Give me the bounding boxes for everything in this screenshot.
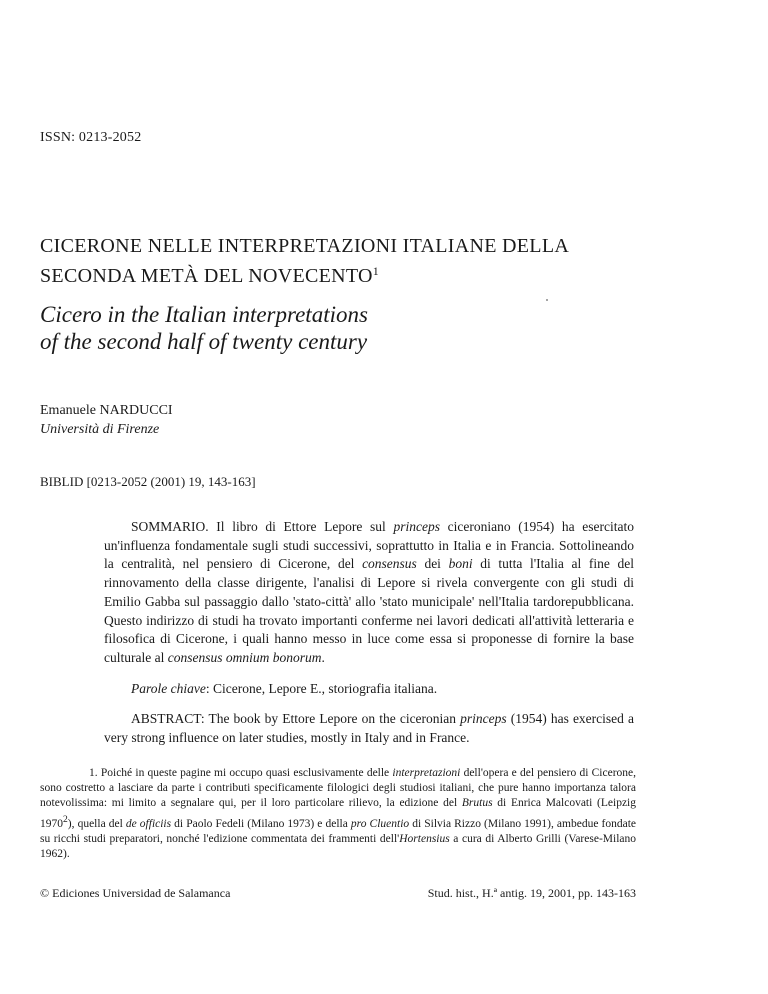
footnote-text-6: di Silvia Rizzo (Milano 1991), ambedue fondate su ricchi studi preparatori, nonché l'edizione commentata dei frammenti dell'	[40, 817, 636, 845]
footnote-1	[40, 766, 636, 862]
title-line-2-text: SECONDA METÀ DEL NOVECENTO	[40, 265, 373, 287]
author-name: Emanuele NARDUCCI	[40, 403, 173, 418]
abstract-en-italic-1: princeps	[460, 711, 507, 727]
footnote-text-3: di Enrica Malcovati (Leipzig 1970	[40, 797, 636, 830]
footnote-italic-1: interpretazioni	[392, 767, 461, 779]
footer-citation: Stud. hist., H.ª antig. 19, 2001, pp. 143-163	[427, 886, 636, 900]
sommario-text-5: .	[321, 649, 325, 665]
footnote-italic-2: Brutus	[461, 797, 493, 810]
keywords-label: Parole chiave	[131, 680, 206, 696]
subtitle-line-1: Cicero in the Italian interpretations	[40, 302, 368, 327]
scan-speck	[546, 299, 548, 301]
article-subtitle-english	[40, 301, 680, 355]
footnote-italic-4: pro Cluentio	[350, 817, 410, 830]
abstract-en-text-2: (1954) has exercised a very strong influence on later studies, mostly in Italy and in France.	[104, 711, 634, 746]
footnote-italic-5: Hortensius	[399, 832, 450, 845]
footnote-paragraph	[40, 766, 636, 862]
author-affiliation: Università di Firenze	[40, 422, 160, 437]
article-title	[40, 234, 680, 289]
title-footnote-mark[interactable]: 1	[372, 264, 380, 278]
footnote-superscript: 2	[63, 813, 68, 825]
sommario-text-2: ciceroniano (1954) ha esercitato un'influenza fondamentale sugli studi successivi, soprattutto in Italia e in Francia. Sottolineando la centralità, nel pensiero di Cicerone, del	[104, 519, 634, 572]
sommario-text-4: di tutta l'Italia al fine del rinnovamento della classe dirigente, l'analisi di Lepore si rivela convergente con gli studi di Emilio Gabba sul passaggio dallo 'stato-città' allo 'stato municipale' nell'Italia tardorepubblicana. Questo indirizzo di studi ha trovato importanti conferme nei lavori dedicati all'attività letteraria e filosofica di Cicerone, i quali hanno messo in luce come essa si proponesse di fornire la base culturale al	[104, 556, 635, 665]
sommario-text-1: SOMMARIO. Il libro di Ettore Lepore sul	[131, 519, 394, 534]
biblid-line: BIBLID [0213-2052 (2001) 19, 143-163]	[40, 474, 256, 489]
footnote-text-7: a cura di Alberto Grilli (Varese-Milano 1962).	[40, 832, 636, 860]
abstract-english-paragraph	[104, 710, 634, 747]
issn-line: ISSN: 0213-2052	[40, 130, 142, 145]
subtitle-line-2: of the second half of twenty century	[40, 329, 368, 354]
footnote-text-5: di Paolo Fedeli (Milano 1973) e della	[171, 817, 351, 830]
sommario-italic-1: princeps	[393, 519, 440, 534]
sommario-paragraph	[104, 518, 634, 668]
title-line-1: CICERONE NELLE INTERPRETAZIONI ITALIANE DELLA	[40, 235, 570, 257]
sommario-text-3: dei	[416, 556, 449, 572]
author-block	[40, 401, 173, 439]
footer-publisher: © Ediciones Universidad de Salamanca	[40, 886, 231, 900]
footnote-italic-3: de officiis	[125, 817, 172, 830]
abstract-en-text-1: ABSTRACT: The book by Ettore Lepore on the ciceronian	[131, 711, 461, 727]
footnote-text-4: ), quella del	[67, 817, 126, 830]
keywords-paragraph	[104, 680, 634, 699]
keywords-text: : Cicerone, Lepore E., storiografia italiana.	[205, 680, 438, 696]
sommario-italic-4: consensus omnium bonorum	[167, 649, 322, 665]
footnote-text-1: 1. Poiché in queste pagine mi occupo quasi esclusivamente delle	[89, 767, 393, 779]
title-line-2	[40, 259, 680, 289]
abstract-block	[104, 518, 634, 748]
footnote-text-2: dell'opera e del pensiero di Cicerone, sono costretto a lasciare da parte i contributi specificamente filologici degli studiosi italiani, che pure hanno importanza talora notevolissima: mi limito a segnalare qui, per il loro particolare rilievo, la edizione del	[40, 767, 636, 810]
sommario-italic-3: boni	[448, 556, 473, 572]
sommario-italic-2: consensus	[362, 556, 417, 572]
